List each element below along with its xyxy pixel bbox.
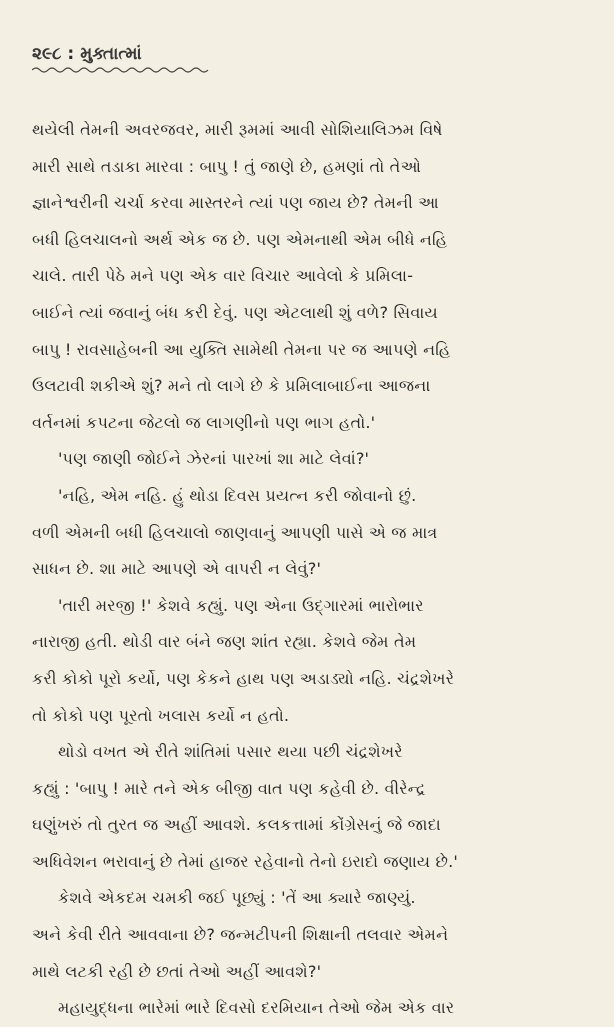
text-line: સાધન છે. શા માટે આપણે એ વાપરી ન લેવું?' <box>32 559 322 579</box>
header-ornament <box>32 66 210 74</box>
text-line: વળી એમની બધી હિલચાલો જાણવાનું આપણી પાસે એ જ માત્ર <box>32 522 438 542</box>
text-line: 'નહિ, એમ નહિ. હું થોડા દિવસ પ્રયત્ન કરી જોવાનો છું. <box>58 485 417 505</box>
text-line: 'પણ જાણી જોઈને ઝેરનાં પારખાં શા માટે લેવાં?' <box>58 449 370 469</box>
text-line: બાપુ ! રાવસાહેબની આ યુક્તિ સામેથી તેમના પર જ આપણે નહિ <box>32 339 451 359</box>
text-line: ઘણુંખરું તો તુરત જ અહીં આવશે. કલકત્તામાં કોંગ્રેસનું જે જાદા <box>32 815 441 835</box>
text-line: ઉલટાવી શકીએ શું? મને તો લાગે છે કે પ્રમિલાબાઈના આજના <box>32 376 431 396</box>
text-line: વર્તનમાં કપટના જેટલો જ લાગણીનો પણ ભાગ હતો.' <box>32 412 376 432</box>
text-line: ચાલે. તારી પેઠે મને પણ એક વાર વિચાર આવેલો કે પ્રમિલા- <box>32 266 414 286</box>
text-line: થોડો વખત એ રીતે શાંતિમાં પસાર થયા પછી ચંદ્રશેખરે <box>58 742 403 762</box>
text-line: કહ્યું : 'બાપુ ! મારે તને એક બીજી વાત પણ કહેવી છે. વીરેન્દ્ર <box>32 778 426 798</box>
text-line: થયેલી તેમની અવરજવર, મારી રૂમમાં આવી સોશિયાલિઝમ વિષે <box>32 120 443 139</box>
text-line: 'તારી મરજી !' કેશવે કહ્યું. પણ એના ઉદ્ગારમાં ભારોભાર <box>58 595 424 615</box>
text-line: બાઈને ત્યાં જવાનું બંધ કરી દેવું. પણ એટલાથી શું વળે? સિવાય <box>32 302 438 322</box>
body-text <box>32 112 574 1027</box>
text-line: મહાયુદ્ધના ભારેમાં ભારે દિવસો દરમિયાન તેઓ જેમ એક વાર <box>58 998 455 1018</box>
text-line: કેશવે એકદમ ચમકી જઈ પૂછ્યું : 'તેં આ ક્યારે જાણ્યું. <box>58 888 416 908</box>
text-line: નારાજી હતી. થોડી વાર બંને જણ શાંત રહ્યા. કેશવે જેમ તેમ <box>32 632 417 652</box>
running-title: મુક્તાત્માં <box>80 44 142 64</box>
text-line: મારી સાથે તડાકા મારવા : બાપુ ! તું જાણે છે, હમણાં તો તેઓ <box>32 156 422 176</box>
text-line: કરી કોકો પૂરો કર્યો, પણ કેકને હાથ પણ અડાડ્યો નહિ. ચંદ્રશેખરે <box>32 668 455 688</box>
text-line: અને કેવી રીતે આવવાના છે? જન્મટીપની શિક્ષાની તલવાર એમને <box>32 925 449 945</box>
text-line: જ્ઞાનેશ્વરીની ચર્ચા કરવા માસ્તરને ત્યાં પણ જાય છે? તેમની આ <box>32 193 439 213</box>
header-separator: : <box>67 44 75 64</box>
page-number: ૨૯૮ <box>32 44 62 64</box>
text-line: અધિવેશન ભરાવાનું છે તેમાં હાજર રહેવાનો તેનો ઇરાદો જણાય છે.' <box>32 851 458 871</box>
text-line: તો કોકો પણ પૂરતો ખલાસ કર્યો ન હતો. <box>32 705 290 725</box>
text-line: બધી હિલચાલનો અર્થ એક જ છે. પણ એમનાથી એમ બીધે નહિ <box>32 229 448 249</box>
text-line: માથે લટકી રહી છે છતાં તેઓ અહીં આવશે?' <box>32 961 322 981</box>
page-header <box>32 44 574 84</box>
